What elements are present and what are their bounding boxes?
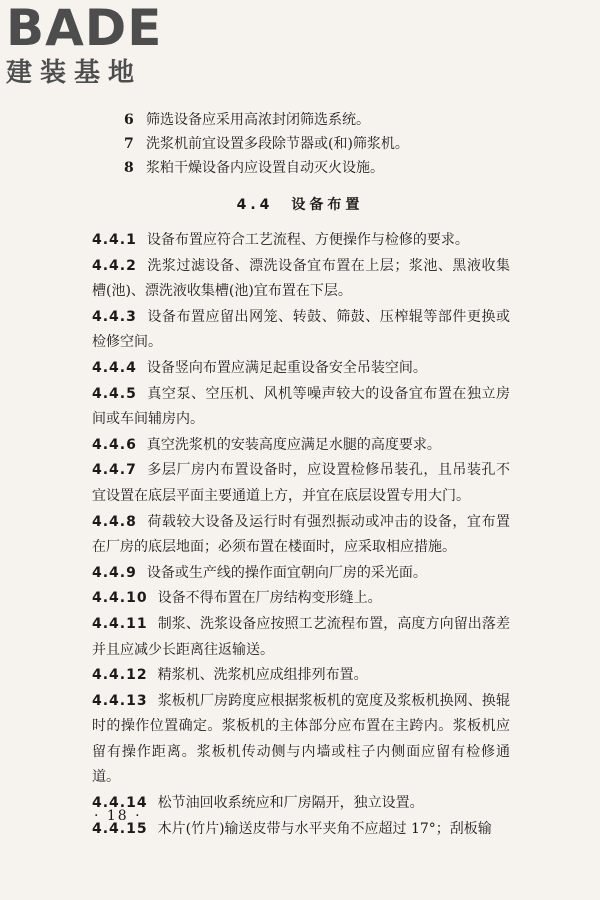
list-item xyxy=(124,156,564,180)
clause-text: 设备布置应符合工艺流程、方便操作与检修的要求。 xyxy=(146,232,469,248)
clause-4-4-3 xyxy=(92,305,510,356)
list-item-number: 7 xyxy=(124,136,134,152)
list-item-text: 洗浆机前宜设置多段除节器或(和)筛浆机。 xyxy=(146,136,409,152)
clause-text: 浆板机厂房跨度应根据浆板机的宽度及浆板机换网、换辊时的操作位置确定。浆板机的主体部分应布置在主跨内。浆板机应留有操作距离。浆板机传动侧与内墙或柱子内侧面应留有检修通道。 xyxy=(92,692,510,786)
clause-4-4-5 xyxy=(92,382,510,433)
clause-4-4-2 xyxy=(92,254,510,305)
clause-number: 4.4.9 xyxy=(92,564,137,581)
list-item xyxy=(124,108,564,132)
clause-number: 4.4.8 xyxy=(92,513,137,530)
clause-number: 4.4.11 xyxy=(92,615,148,632)
bade-logo xyxy=(6,2,176,94)
numbered-list xyxy=(124,108,564,180)
clause-text: 洗浆过滤设备、漂洗设备宜布置在上层；浆池、黑液收集槽(池)、漂洗液收集槽(池)宜布置在下层。 xyxy=(92,257,510,300)
clause-text: 荷载较大设备及运行时有强烈振动或冲击的设备，宜布置在厂房的底层地面；必须布置在楼面时，应采取相应措施。 xyxy=(92,513,510,556)
clause-number: 4.4.10 xyxy=(92,590,148,607)
clause-text: 设备竖向布置应满足起重设备安全吊装空间。 xyxy=(146,359,427,376)
clause-number: 4.4.15 xyxy=(92,820,148,837)
clause-4-4-7 xyxy=(92,458,510,509)
clause-text: 制浆、洗浆设备应按照工艺流程布置，高度方向留出落差并且应减少长距离往返输送。 xyxy=(92,615,510,658)
clause-text: 真空泵、空压机、风机等噪声较大的设备宜布置在独立房间或车间辅房内。 xyxy=(92,385,510,428)
clause-number: 4.4.13 xyxy=(92,692,148,709)
clause-4-4-13 xyxy=(92,689,510,791)
clause-number: 4.4.6 xyxy=(92,436,137,453)
clause-4-4-1 xyxy=(92,228,510,254)
clause-text: 精浆机、洗浆机应成组排列布置。 xyxy=(157,667,368,684)
clause-number: 4.4.1 xyxy=(92,232,137,248)
clause-list xyxy=(92,228,510,842)
clause-text: 设备不得布置在厂房结构变形缝上。 xyxy=(157,590,382,607)
clause-4-4-10 xyxy=(92,586,510,612)
list-item-text: 筛选设备应采用高浓封闭筛选系统。 xyxy=(146,112,370,128)
clause-text: 真空洗浆机的安装高度应满足水腿的高度要求。 xyxy=(146,436,441,453)
clause-number: 4.4.5 xyxy=(92,385,137,402)
clause-text: 松节油回收系统应和厂房隔开，独立设置。 xyxy=(157,795,424,812)
clause-4-4-15 xyxy=(92,817,510,843)
page-number: · 18 · xyxy=(94,808,142,824)
list-item xyxy=(124,132,564,156)
clause-number: 4.4.2 xyxy=(92,257,137,274)
clause-4-4-6 xyxy=(92,433,510,459)
clause-number: 4.4.12 xyxy=(92,667,148,684)
clause-text: 木片(竹片)输送皮带与水平夹角不应超过 17°；刮板输 xyxy=(157,820,492,837)
list-item-number: 8 xyxy=(124,160,134,176)
clause-4-4-9 xyxy=(92,561,510,587)
clause-number: 4.4.4 xyxy=(92,359,137,376)
section-heading: 4.4 设备布置 xyxy=(236,197,364,213)
clause-text: 设备或生产线的操作面宜朝向厂房的采光面。 xyxy=(146,564,427,581)
clause-number: 4.4.3 xyxy=(92,308,137,325)
clause-text: 设备布置应留出网笼、转鼓、筛鼓、压榨辊等部件更换或检修空间。 xyxy=(92,308,510,351)
logo-wordmark: BADE xyxy=(6,0,163,57)
clause-4-4-11 xyxy=(92,612,510,663)
clause-4-4-4 xyxy=(92,356,510,382)
list-item-number: 6 xyxy=(124,112,134,128)
list-item-text: 浆粕干燥设备内应设置自动灭火设施。 xyxy=(146,160,384,176)
clause-text: 多层厂房内布置设备时，应设置检修吊装孔，且吊装孔不宜设置在底层平面主要通道上方，并宜在底层设置专用大门。 xyxy=(92,462,510,504)
clause-4-4-8 xyxy=(92,510,510,561)
logo-subtitle: 建装基地 xyxy=(6,58,143,88)
clause-4-4-14 xyxy=(92,791,510,817)
clause-number: 4.4.7 xyxy=(92,462,137,479)
clause-4-4-12 xyxy=(92,663,510,689)
clause-number: 4.4.14 xyxy=(92,795,148,812)
